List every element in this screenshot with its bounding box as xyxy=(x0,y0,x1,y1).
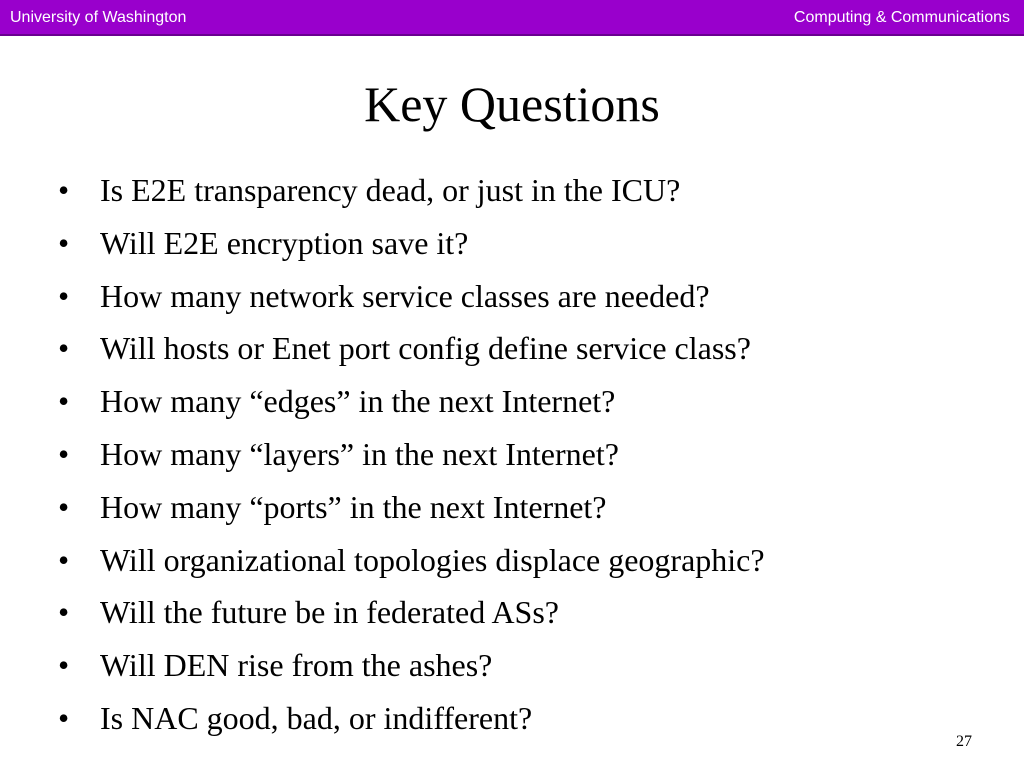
bullet-item xyxy=(0,164,1000,217)
bullet-dot-icon: • xyxy=(58,383,70,420)
bullet-text: How many “layers” in the next Internet? xyxy=(100,435,619,472)
bullet-item xyxy=(0,534,1000,587)
header-bar xyxy=(0,0,1024,36)
bullet-item xyxy=(0,586,1000,639)
bullet-dot-icon: • xyxy=(58,594,70,631)
bullet-dot-icon: • xyxy=(58,435,70,472)
bullet-item xyxy=(0,481,1000,534)
bullet-dot-icon: • xyxy=(58,330,70,367)
bullet-item xyxy=(0,639,1000,692)
bullet-text: Is E2E transparency dead, or just in the ICU? xyxy=(100,172,681,208)
bullet-dot-icon: • xyxy=(58,541,70,578)
header-institution-text: University of Washington xyxy=(10,9,187,26)
bullet-text: Will E2E encryption save it? xyxy=(100,224,469,261)
bullet-item xyxy=(0,428,1000,481)
slide-title: Key Questions xyxy=(364,76,660,132)
bullet-text: Will hosts or Enet port config define service class? xyxy=(100,330,751,367)
bullet-text: How many “edges” in the next Internet? xyxy=(100,383,616,420)
bullet-text: Will the future be in federated ASs? xyxy=(100,594,559,631)
bullet-item xyxy=(0,217,1000,270)
bullet-dot-icon: • xyxy=(58,172,70,208)
bullet-text: How many network service classes are needed? xyxy=(100,277,710,314)
page-number: 27 xyxy=(956,733,972,750)
bullet-item xyxy=(0,375,1000,428)
bullet-dot-icon: • xyxy=(58,224,70,261)
bullet-text: Will organizational topologies displace geographic? xyxy=(100,541,765,578)
bullet-text: How many “ports” in the next Internet? xyxy=(100,488,607,525)
bullet-list xyxy=(0,164,1000,745)
bullet-text: Is NAC good, bad, or indifferent? xyxy=(100,699,533,736)
bullet-item xyxy=(0,270,1000,323)
bullet-item xyxy=(0,692,1000,745)
bullet-dot-icon: • xyxy=(58,277,70,314)
bullet-text: Will DEN rise from the ashes? xyxy=(100,647,493,684)
bullet-dot-icon: • xyxy=(58,647,70,684)
header-department-text: Computing & Communications xyxy=(793,9,1010,26)
bullet-dot-icon: • xyxy=(58,488,70,525)
bullet-item xyxy=(0,322,1000,375)
bullet-dot-icon: • xyxy=(58,699,70,736)
